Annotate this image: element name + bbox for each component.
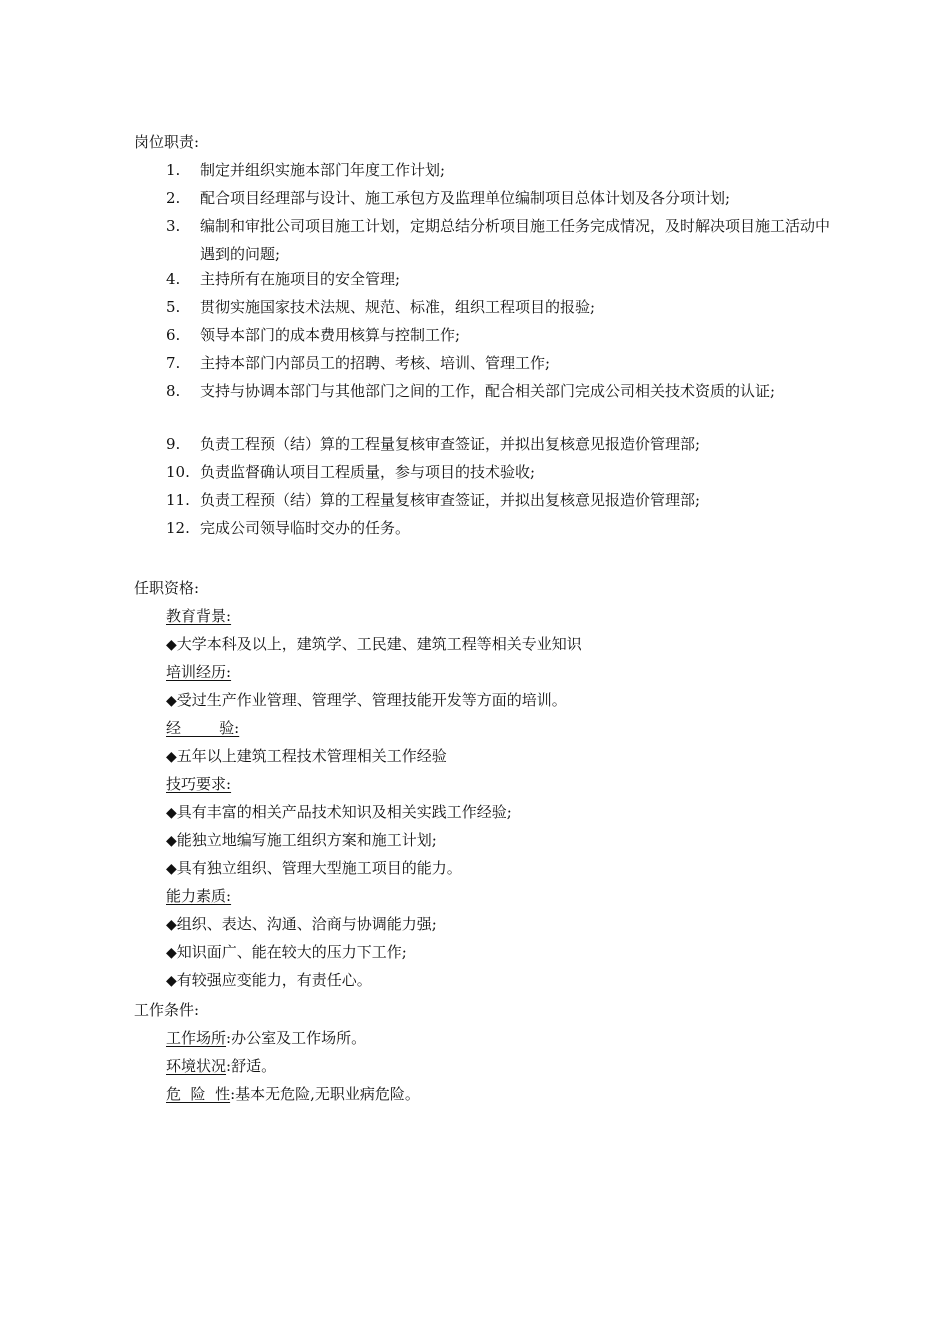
bullet-text: 组织、表达、沟通、洽商与协调能力强; [176, 915, 437, 933]
duty-item [166, 184, 830, 212]
duty-item [166, 321, 830, 349]
bullet-text: 具有独立组织、管理大型施工项目的能力。 [176, 859, 462, 877]
duty-text: 配合项目经理部与设计、施工承包方及监理单位编制项目总体计划及各分项计划; [200, 189, 731, 207]
duty-item [166, 486, 830, 514]
bullet-item [166, 938, 407, 967]
diamond-bullet-icon: ◆ [166, 805, 177, 821]
diamond-bullet-icon: ◆ [166, 973, 177, 989]
duty-text: 支持与协调本部门与其他部门之间的工作，配合相关部门完成公司相关技术资质的认证; [200, 382, 776, 400]
duty-text: 领导本部门的成本费用核算与控制工作; [200, 326, 461, 344]
duty-number: 5. [166, 298, 181, 316]
experience-label: 经 验: [166, 719, 240, 737]
bullet-text: 受过生产作业管理、管理学、管理技能开发等方面的培训。 [176, 691, 567, 709]
diamond-bullet-icon: ◆ [166, 637, 177, 653]
place-label: 工作场所 [166, 1029, 227, 1047]
duty-number: 7. [166, 354, 181, 372]
duty-number: 8. [166, 382, 181, 400]
condition-row [166, 1024, 366, 1052]
duty-number: 6. [166, 326, 181, 344]
diamond-bullet-icon: ◆ [166, 917, 177, 933]
bullet-text: 有较强应变能力，有责任心。 [176, 971, 372, 989]
duty-text: 负责工程预（结）算的工程量复核审查签证，并拟出复核意见报造价管理部; [200, 435, 701, 453]
duty-number: 12. [166, 519, 190, 537]
bullet-item [166, 910, 437, 939]
duty-item [166, 349, 830, 377]
duty-item [166, 458, 830, 486]
duty-number: 9. [166, 435, 181, 453]
bullet-text: 具有丰富的相关产品技术知识及相关实践工作经验; [176, 803, 512, 821]
bullet-item [166, 966, 372, 995]
education-label: 教育背景: [166, 607, 232, 625]
diamond-bullet-icon: ◆ [166, 861, 177, 877]
bullet-text: 五年以上建筑工程技术管理相关工作经验 [176, 747, 447, 765]
duty-number: 11. [166, 491, 190, 509]
conditions-heading: 工作条件: [134, 1001, 200, 1019]
abilities-label: 能力素质: [166, 887, 232, 905]
diamond-bullet-icon: ◆ [166, 945, 177, 961]
bullet-item [166, 686, 567, 715]
diamond-bullet-icon: ◆ [166, 833, 177, 849]
duty-text: 完成公司领导临时交办的任务。 [200, 519, 411, 537]
duty-text: 主持本部门内部员工的招聘、考核、培训、管理工作; [200, 354, 551, 372]
condition-row [166, 1052, 276, 1080]
qualifications-heading: 任职资格: [134, 579, 200, 597]
duty-number: 1. [166, 161, 181, 179]
environment-value: :舒适。 [226, 1057, 277, 1075]
training-label: 培训经历: [166, 663, 232, 681]
duty-item [166, 293, 830, 321]
bullet-text: 知识面广、能在较大的压力下工作; [176, 943, 407, 961]
diamond-bullet-icon: ◆ [166, 693, 177, 709]
duty-number: 3. [166, 217, 181, 235]
duty-item [166, 430, 830, 458]
duty-number: 2. [166, 189, 181, 207]
duty-text: 负责监督确认项目工程质量，参与项目的技术验收; [200, 463, 536, 481]
bullet-item [166, 854, 462, 883]
danger-label: 危 险 性 [166, 1085, 231, 1103]
duty-item [166, 156, 830, 184]
skills-label: 技巧要求: [166, 775, 232, 793]
duty-number: 10. [166, 463, 190, 481]
duty-text: 编制和审批公司项目施工计划，定期总结分析项目施工任务完成情况，及时解决项目施工活动中遇到的问题; [200, 217, 831, 263]
bullet-item [166, 798, 512, 827]
bullet-item [166, 826, 437, 855]
duty-item [166, 212, 830, 268]
bullet-text: 大学本科及以上，建筑学、工民建、建筑工程等相关专业知识 [176, 635, 582, 653]
place-value: :办公室及工作场所。 [226, 1029, 367, 1047]
duty-text: 制定并组织实施本部门年度工作计划; [200, 161, 446, 179]
duty-text: 主持所有在施项目的安全管理; [200, 270, 401, 288]
bullet-item [166, 742, 447, 771]
diamond-bullet-icon: ◆ [166, 749, 177, 765]
duty-item [166, 514, 830, 542]
duty-text: 负责工程预（结）算的工程量复核审查签证，并拟出复核意见报造价管理部; [200, 491, 701, 509]
duty-text: 贯彻实施国家技术法规、规范、标准，组织工程项目的报验; [200, 298, 596, 316]
condition-row [166, 1080, 420, 1108]
duties-heading: 岗位职责: [134, 133, 200, 151]
danger-value: :基本无危险,无职业病危险。 [230, 1085, 420, 1103]
duty-item [166, 377, 830, 405]
duty-item [166, 265, 830, 293]
duty-number: 4. [166, 270, 181, 288]
bullet-text: 能独立地编写施工组织方案和施工计划; [176, 831, 437, 849]
bullet-item [166, 630, 582, 659]
environment-label: 环境状况 [166, 1057, 227, 1075]
